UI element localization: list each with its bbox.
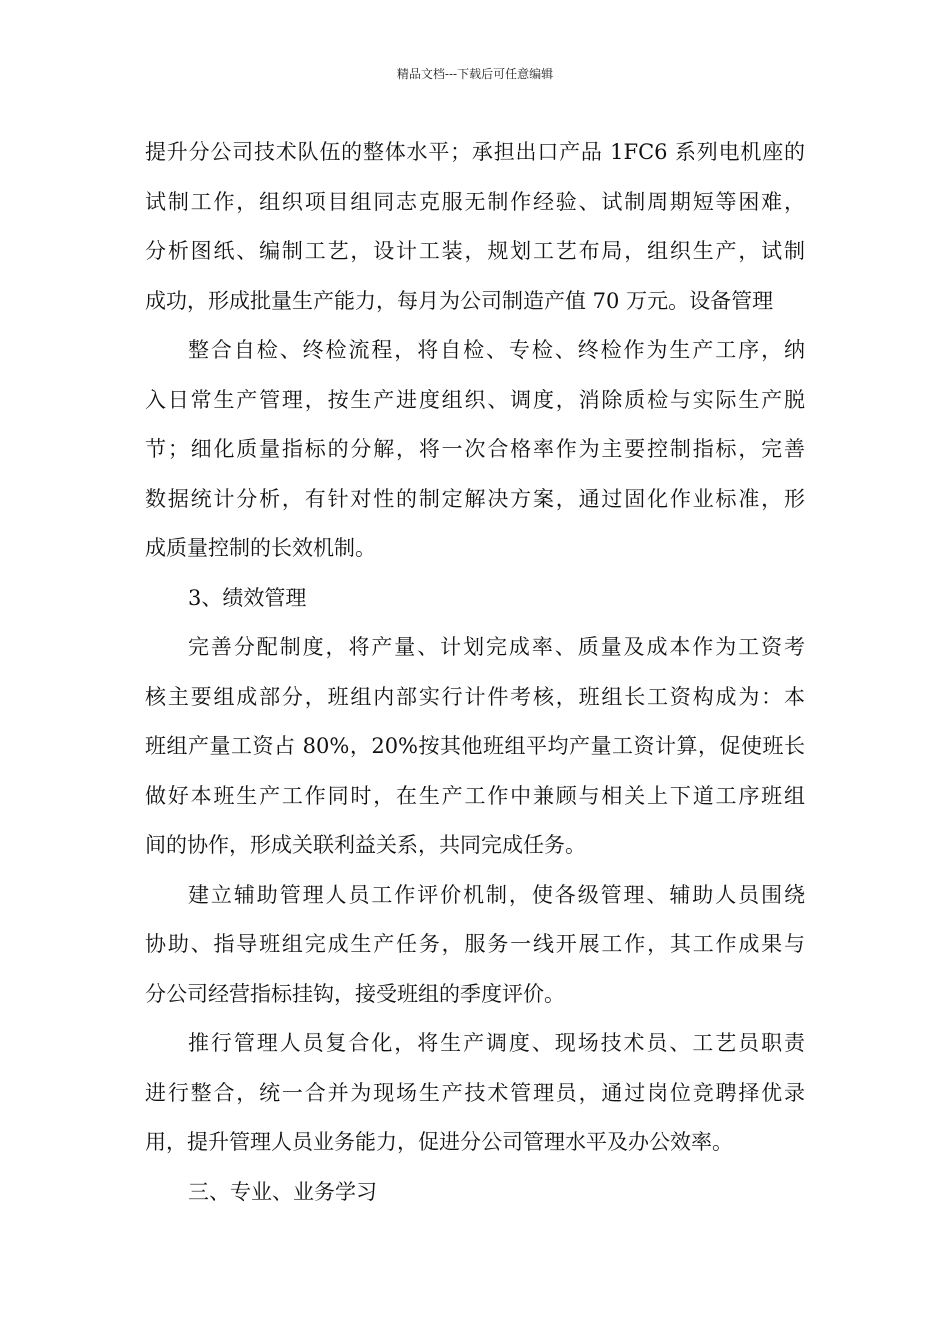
text-line: 提升分公司技术队伍的整体水平；承担出口产品 1FC6 系列电机座的 (145, 140, 805, 164)
text-line: 整合自检、终检流程，将自检、专检、终检作为生产工序，纳 (188, 338, 805, 362)
section-heading (145, 1168, 805, 1218)
text-line: 间的协作，形成关联利益关系，共同完成任务。 (145, 833, 586, 857)
text-line: 做好本班生产工作同时，在生产工作中兼顾与相关上下道工序班组 (145, 783, 805, 808)
text-line: 分析图纸、编制工艺，设计工装，规划工艺布局，组织生产，试制 (145, 239, 805, 263)
text-line: 成功，形成批量生产能力，每月为公司制造产值 70 万元。设备管理 (145, 288, 774, 313)
section-heading (145, 574, 805, 624)
text-line: 数据统计分析，有针对性的制定解决方案，通过固化作业标准，形 (145, 486, 805, 511)
text-line: 节；细化质量指标的分解，将一次合格率作为主要控制指标，完善 (145, 437, 805, 461)
text-line: 入日常生产管理，按生产进度组织、调度，消除质检与实际生产脱 (145, 387, 805, 412)
paragraph (145, 128, 805, 326)
text-line: 三、专业、业务学习 (188, 1179, 377, 1204)
text-line: 建立辅助管理人员工作评价机制，使各级管理、辅助人员围绕 (188, 882, 805, 907)
paragraph (145, 623, 805, 871)
page-header: 精品文档---下载后可任意编辑 (396, 67, 554, 81)
paragraph (145, 1019, 805, 1168)
paragraph (145, 871, 805, 1020)
paragraph (145, 326, 805, 574)
text-line: 核主要组成部分，班组内部实行计件考核，班组长工资构成为：本 (145, 684, 805, 709)
text-line: 试制工作，组织项目组同志克服无制作经验、试制周期短等困难， (145, 189, 805, 214)
text-line: 分公司经营指标挂钩，接受班组的季度评价。 (145, 981, 565, 1006)
text-line: 3、绩效管理 (188, 585, 307, 610)
text-line: 推行管理人员复合化，将生产调度、现场技术员、工艺员职责 (188, 1031, 805, 1055)
text-line: 成质量控制的长效机制。 (145, 536, 376, 560)
text-line: 用，提升管理人员业务能力，促进分公司管理水平及办公效率。 (145, 1130, 733, 1154)
text-line: 班组产量工资占 80%，20%按其他班组平均产量工资计算，促使班长 (145, 734, 805, 758)
document-body (145, 128, 805, 1217)
text-line: 协助、指导班组完成生产任务，服务一线开展工作，其工作成果与 (145, 932, 805, 956)
text-line: 进行整合，统一合并为现场生产技术管理员，通过岗位竞聘择优录 (145, 1080, 805, 1105)
text-line: 完善分配制度，将产量、计划完成率、质量及成本作为工资考 (188, 635, 805, 659)
